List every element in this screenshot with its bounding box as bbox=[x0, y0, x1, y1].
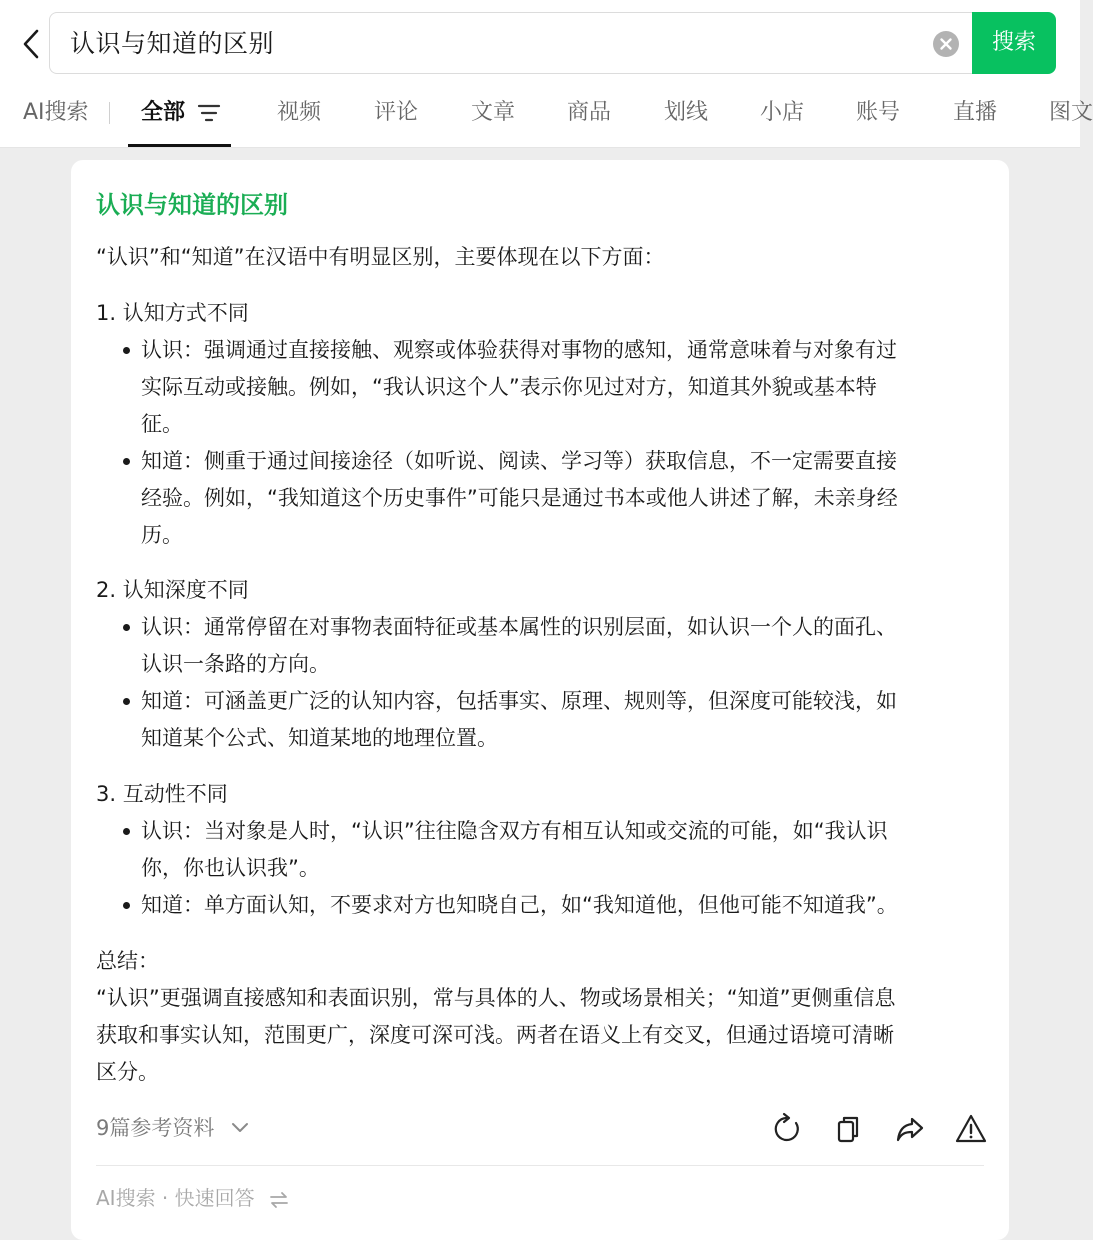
bullet-dot bbox=[123, 828, 130, 835]
section-heading: 2. 认知深度不同 bbox=[96, 578, 249, 602]
ai-answer-card bbox=[71, 160, 1009, 1240]
refresh-button[interactable] bbox=[770, 1112, 804, 1146]
back-button[interactable] bbox=[14, 24, 48, 64]
summary-heading: 总结： bbox=[96, 949, 159, 973]
copy-button[interactable] bbox=[831, 1112, 865, 1146]
bullet-text: 知道：侧重于通过间接途径（如听说、阅读、学习等）获取信息，不一定需要直接 经验。例如，“我知道这个历史事件”可能只是通过书本或他人讲述了解，未亲身经 历。 bbox=[141, 449, 898, 547]
tab-accounts[interactable]: 账号 bbox=[856, 100, 901, 125]
bullet-dot bbox=[123, 902, 130, 909]
chevron-down-icon bbox=[231, 1122, 249, 1134]
tab-comments[interactable]: 评论 bbox=[374, 100, 419, 125]
bullet-text: 知道：单方面认知，不要求对方也知晓自己，如“我知道他，但他可能不知道我”。 bbox=[141, 893, 898, 917]
copy-icon bbox=[831, 1112, 865, 1146]
section-heading: 3. 互动性不同 bbox=[96, 782, 228, 806]
report-button[interactable] bbox=[954, 1112, 988, 1146]
summary-text: “认识”更强调直接感知和表面识别，常与具体的人、物或场景相关；“知道”更侧重信息 获取和事实认知，范围更广，深度可深可浅。两者在语义上有交叉，但通过语境可清晰 区分。 bbox=[96, 986, 896, 1084]
tab-bar bbox=[0, 88, 1093, 148]
tab-highlights[interactable]: 划线 bbox=[664, 100, 709, 125]
switch-icon[interactable] bbox=[269, 1192, 289, 1208]
tab-shops[interactable]: 小店 bbox=[760, 100, 805, 125]
tab-image-text[interactable]: 图文 bbox=[1049, 100, 1093, 125]
tab-products[interactable]: 商品 bbox=[567, 100, 612, 125]
bullet-dot bbox=[123, 624, 130, 631]
search-button[interactable]: 搜索 bbox=[972, 12, 1056, 74]
bullet-text: 认识：通常停留在对事物表面特征或基本属性的识别层面，如认识一个人的面孔、 认识一条路的方向。 bbox=[141, 615, 897, 676]
bullet-text: 知道：可涵盖更广泛的认知内容，包括事实、原理、规则等，但深度可能较浅，如 知道某个公式、知道某地的地理位置。 bbox=[141, 689, 897, 750]
tab-video[interactable]: 视频 bbox=[277, 100, 322, 125]
references-label: 9篇参考资料 bbox=[96, 1116, 215, 1140]
search-query-text: 认识与知道的区别 bbox=[70, 29, 275, 58]
answer-footer bbox=[96, 1182, 289, 1214]
bullet-dot bbox=[123, 458, 130, 465]
tab-articles[interactable]: 文章 bbox=[471, 100, 516, 125]
filter-icon[interactable] bbox=[198, 104, 220, 122]
share-button[interactable] bbox=[893, 1112, 927, 1146]
active-tab-indicator bbox=[128, 144, 231, 147]
tab-divider bbox=[109, 102, 110, 124]
warning-icon bbox=[954, 1112, 988, 1146]
footer-label: AI搜索 · 快速回答 bbox=[96, 1186, 255, 1210]
tab-ai-search[interactable]: AI搜索 bbox=[23, 100, 89, 125]
share-icon bbox=[893, 1112, 927, 1146]
bullet-text: 认识：强调通过直接接触、观察或体验获得对事物的感知，通常意味着与对象有过 实际互动或接触。例如，“我认识这个人”表示你见过对方，知道其外貌或基本特 征。 bbox=[141, 338, 897, 436]
chevron-left-icon bbox=[21, 28, 41, 60]
answer-title: 认识与知道的区别 bbox=[96, 191, 288, 219]
tab-all[interactable]: 全部 bbox=[141, 100, 186, 125]
answer-intro: “认识”和“知道”在汉语中有明显区别，主要体现在以下方面： bbox=[96, 245, 665, 269]
top-bar bbox=[0, 0, 1080, 88]
section-heading: 1. 认知方式不同 bbox=[96, 301, 249, 325]
divider bbox=[96, 1165, 984, 1166]
references-toggle[interactable] bbox=[96, 1112, 239, 1144]
refresh-icon bbox=[770, 1112, 804, 1146]
bullet-text: 认识：当对象是人时，“认识”往往隐含双方有相互认知或交流的可能，如“我认识 你，你也认识我”。 bbox=[141, 819, 888, 880]
tab-live[interactable]: 直播 bbox=[953, 100, 998, 125]
bullet-dot bbox=[123, 347, 130, 354]
clear-icon[interactable] bbox=[933, 31, 959, 57]
search-input[interactable] bbox=[49, 12, 984, 74]
bullet-dot bbox=[123, 698, 130, 705]
